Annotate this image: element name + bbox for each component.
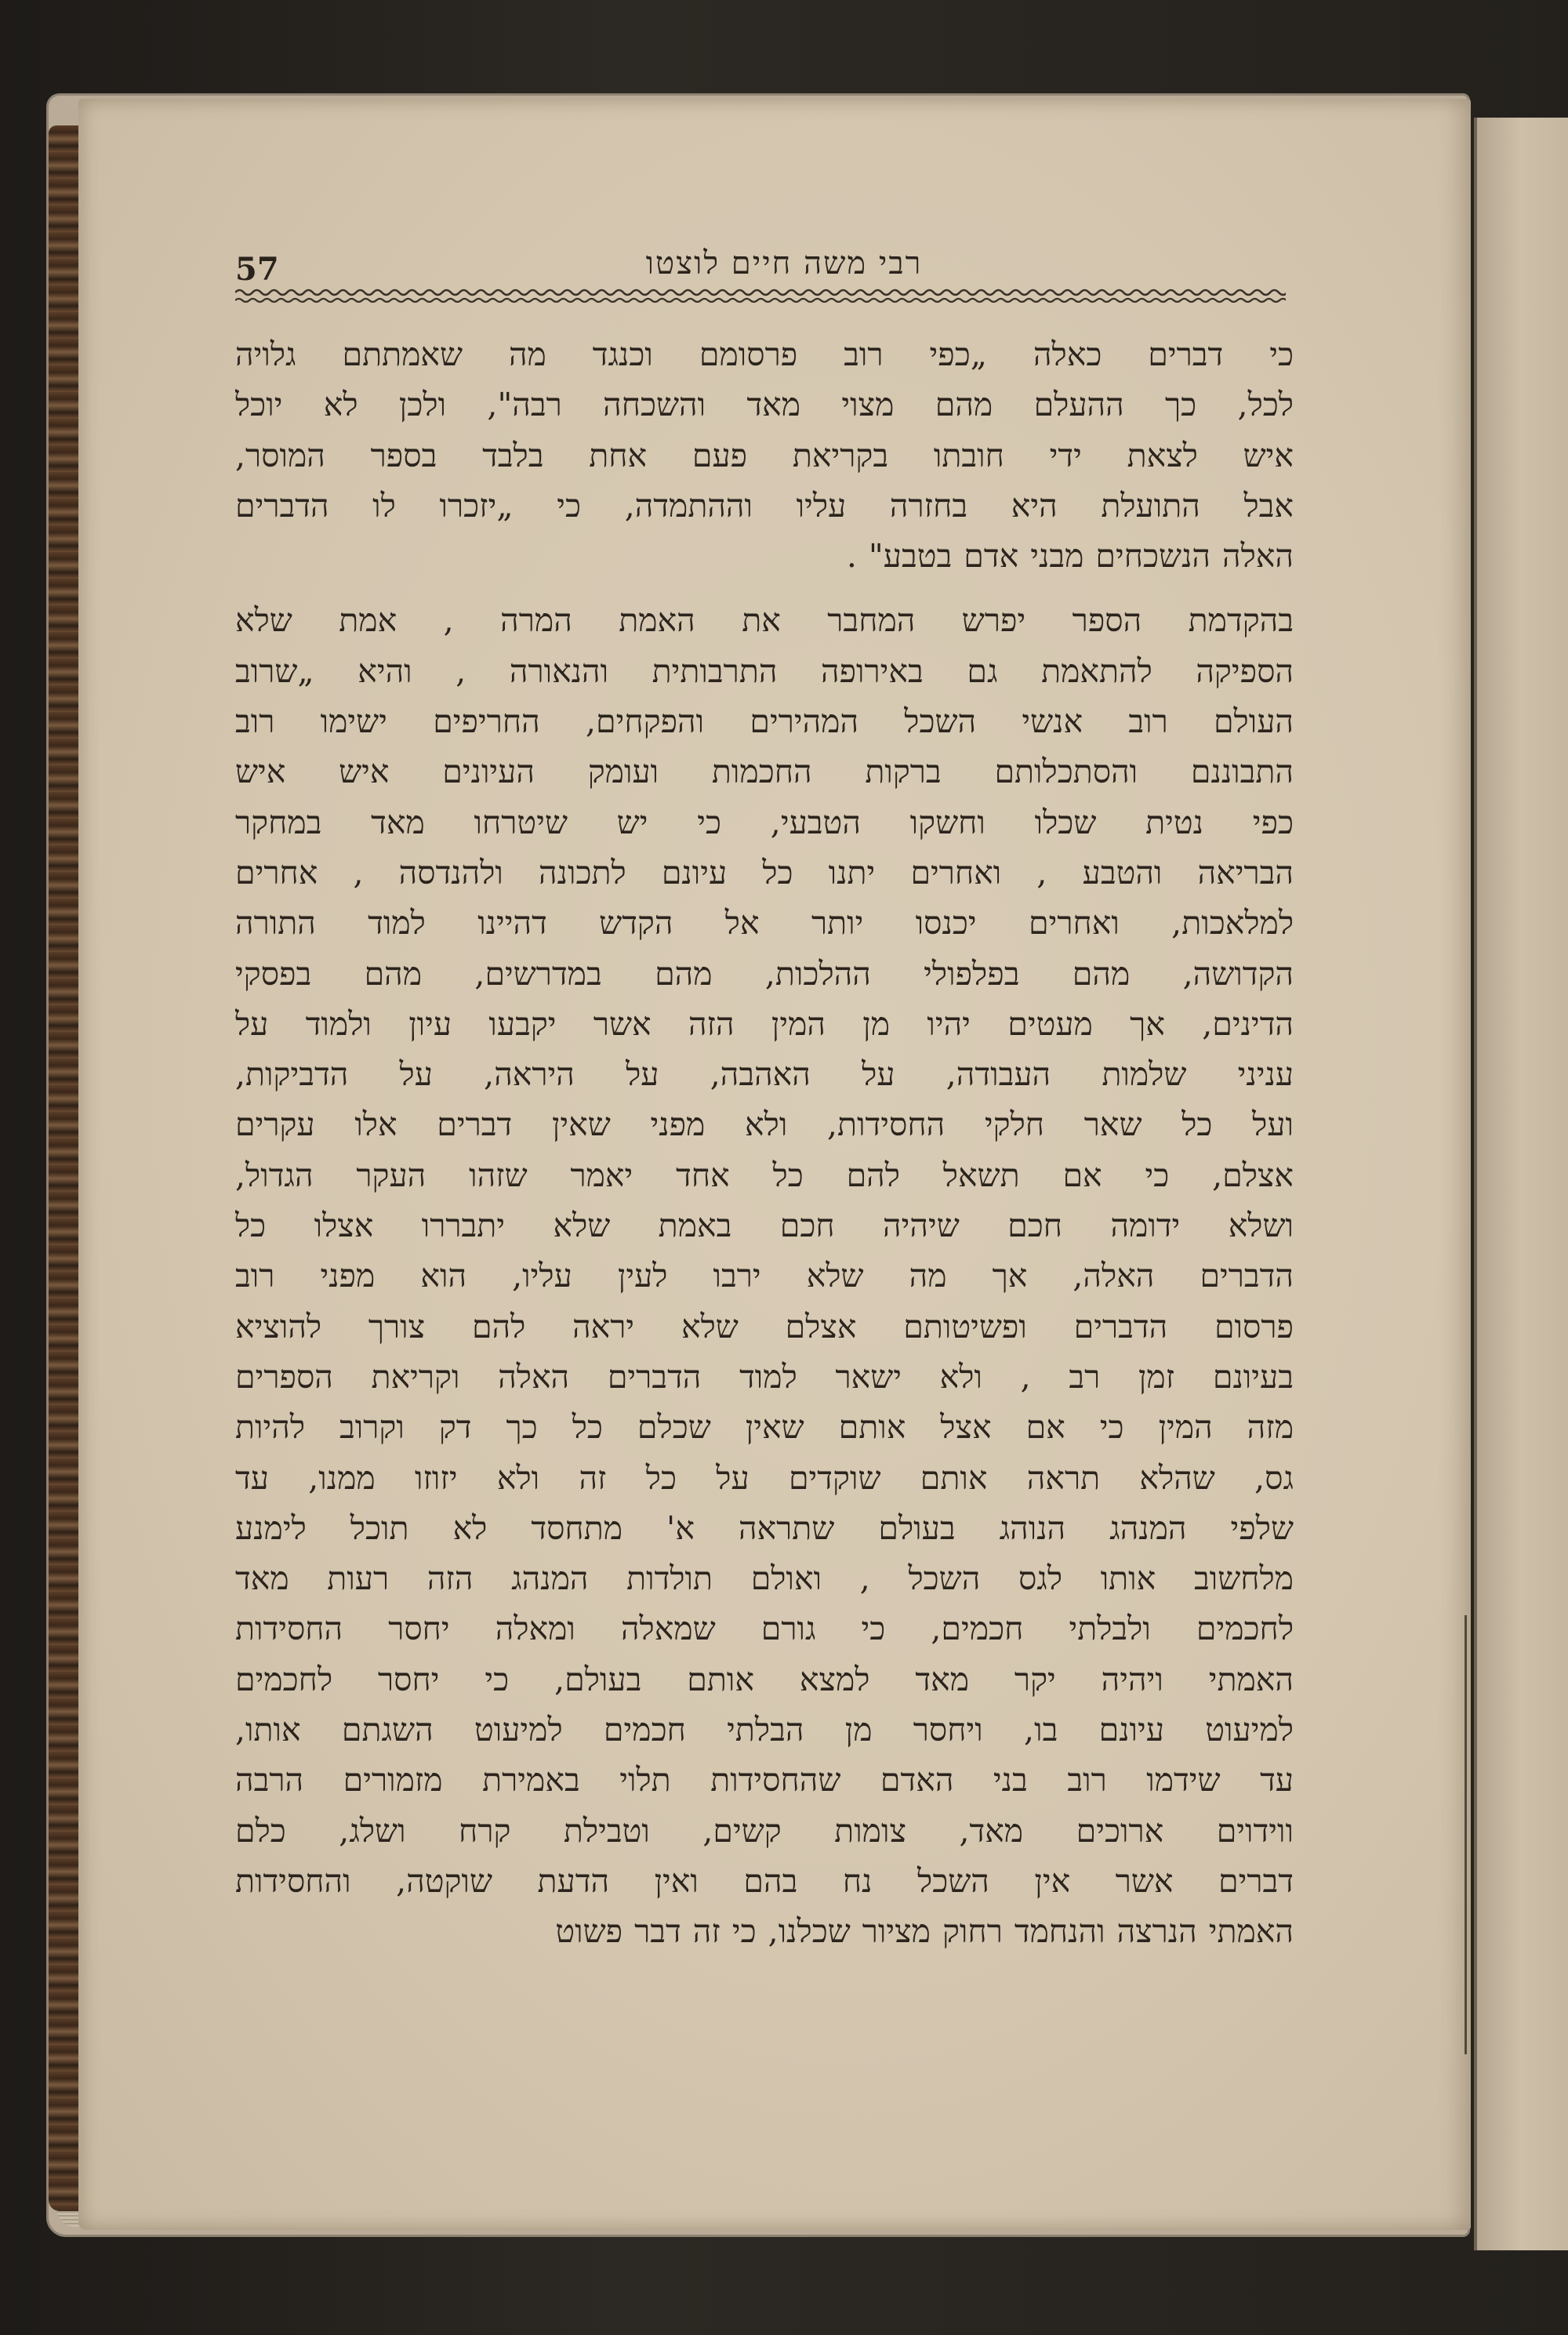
text-line: מזה המין כי אם אצל אותם שאין שכלם כל כך דק וקרוב להיות [235, 1408, 1294, 1447]
text-line: התבוננם והסתכלותם ברקות החכמות ועומק העיונים איש איש [235, 753, 1294, 791]
text-line: הבריאה והטבע , ואחרים יתנו כל עיונם לתכונה ולהנדסה , אחרים [235, 853, 1294, 892]
text-line: האלה הנשכחים מבני אדם בטבע" . [846, 537, 1294, 576]
text-line: עניני שלמות העבודה, על האהבה, על היראה, על הדביקות, [235, 1055, 1294, 1094]
text-line: העולם רוב אנשי השכל המהירים והפקחים, החריפים ישימו רוב [235, 703, 1294, 741]
text-line: האמתי ויהיה יקר מאד למצא אותם בעולם, כי יחסר לחכמים [235, 1660, 1294, 1698]
text-line: הדינים, אך מעטים יהיו מן המין הזה אשר יקבעו עיון ולמוד על [235, 1004, 1294, 1043]
page-number: 57 [235, 251, 279, 288]
text-line: ושלא ידומה חכם שיהיה חכם באמת שלא יתבררו אצלו כל [235, 1207, 1294, 1245]
text-line: הקדושה, מהם בפלפולי ההלכות, מהם במדרשים, מהם בפסקי [235, 954, 1294, 993]
page-header [235, 241, 1270, 289]
body-text [235, 329, 1294, 1957]
paragraph-gap [235, 581, 1294, 595]
book-binding-spine [49, 125, 78, 2211]
text-line: למלאכות, ואחרים יכנסו יותר אל הקדש דהיינו למוד התורה [235, 904, 1294, 942]
paragraph [235, 595, 1294, 1956]
wavy-rule-divider [235, 284, 1286, 307]
text-line: אצלם, כי אם תשאל להם כל אחד יאמר שזהו העקר הגדול, [235, 1156, 1294, 1194]
text-line: פרסום הדברים ופשיטותם אצלם שלא יראה להם צורך להוציא [235, 1307, 1294, 1345]
facing-page-mark [1465, 1615, 1473, 2054]
text-line: שלפי המנהג הנוהג בעולם שתראה א' מתחסד לא תוכל לימנע [235, 1509, 1294, 1547]
text-line: למיעוט עיונם בו, ויחסר מן הבלתי חכמים למיעוט השגתם אותו, [235, 1711, 1294, 1749]
text-line: הדברים האלה, אך מה שלא ירבו לעין עליו, הוא מפני רוב [235, 1257, 1294, 1295]
text-line: בעיונם זמן רב , ולא ישאר למוד הדברים האלה וקריאת הספרים [235, 1357, 1294, 1396]
text-line: לכל, כך ההעלם מהם מצוי מאד והשכחה רבה", ולכן לא יוכל [235, 386, 1294, 424]
text-line: ווידוים ארוכים מאד, צומות קשים, וטבילת קרח ושלג, כלם [235, 1811, 1294, 1850]
running-head: רבי משה חיים לוצטו [645, 245, 923, 281]
text-line: מלחשוב אותו לגס השכל , ואולם תולדות המנהג הזה רעות מאד [235, 1560, 1294, 1598]
paragraph [235, 329, 1294, 581]
text-line: ועל כל שאר חלקי החסידות, ולא מפני שאין דברים אלו עקרים [235, 1106, 1294, 1144]
text-line: גס, שהלא תראה אותם שוקדים על כל זה ולא יזוזו ממנו, עד [235, 1458, 1294, 1497]
text-line: עד שידמו רוב בני האדם שהחסידות תלוי באמירת מזמורים הרבה [235, 1761, 1294, 1799]
text-line: איש לצאת ידי חובתו בקריאת פעם אחת בלבד בספר המוסר, [235, 436, 1294, 474]
text-line: בהקדמת הספר יפרש המחבר את האמת המרה , אמת שלא [235, 601, 1294, 640]
text-line: כפי נטית שכלו וחשקו הטבעי, כי יש שיטרחו מאד במחקר [235, 803, 1294, 841]
text-line: דברים אשר אין השכל נח בהם ואין הדעת שוקטה, והחסידות [235, 1861, 1294, 1900]
text-line: לחכמים ולבלתי חכמים, כי גורם שמאלה ומאלה יחסר החסידות [235, 1610, 1294, 1648]
text-line: האמתי הנרצה והנחמד רחוק מציור שכלנו, כי זה דבר פשוט [555, 1912, 1294, 1951]
facing-page-edge [1474, 118, 1568, 2250]
text-line: הספיקה להתאמת גם באירופה התרבותית והנאורה , והיא „שרוב [235, 652, 1294, 690]
text-line: כי דברים כאלה „כפי רוב פרסומם וכנגד מה שאמתתם גלויה [235, 336, 1294, 373]
text-line: אבל התועלת היא בחזרה עליו וההתמדה, כי „יזכרו לו הדברים [235, 486, 1294, 525]
